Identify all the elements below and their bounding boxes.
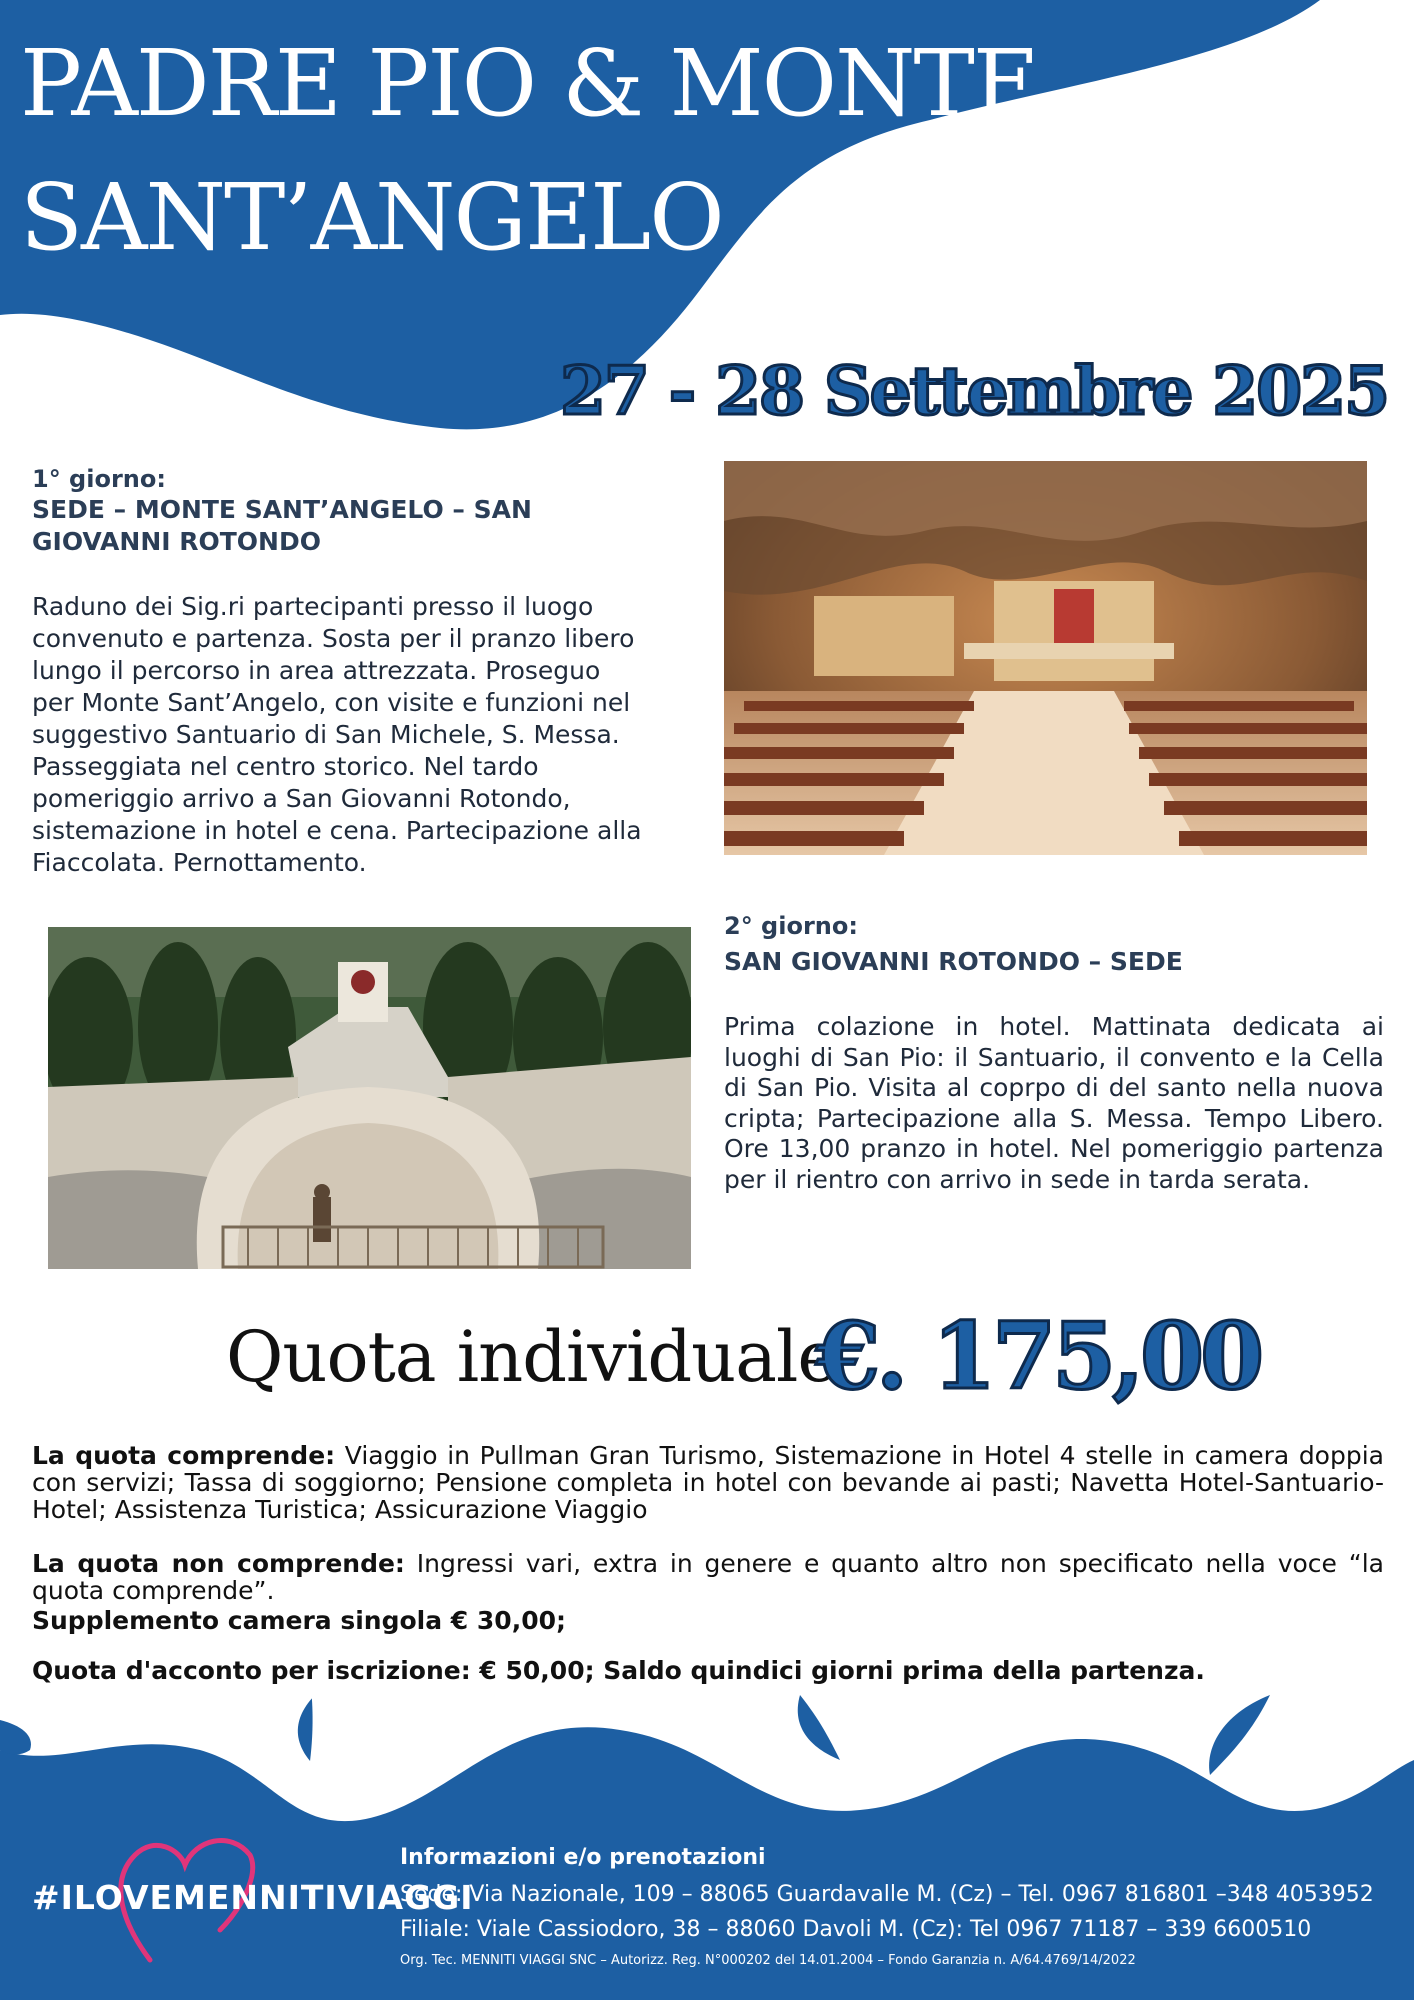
excludes-paragraph: [32, 1550, 1384, 1604]
sede-contact: Sede: Via Nazionale, 109 – 88065 Guardavalle M. (Cz) – Tel. 0967 816801 –348 4053952: [400, 1882, 1374, 1907]
event-dates: 27 - 28 Settembre 2025: [559, 352, 1388, 430]
day2-description: Prima colazione in hotel. Mattinata dedicata ai luoghi di San Pio: il Santuario, il convento e la Cella di San Pio. Visita al coprpo di del santo nella nuova cripta; Partecipazione alla S. Messa. Tempo Libero. Ore 13,00 pranzo in hotel. Nel pomeriggio partenza per il rientro con arrivo in sede in tarda serata.: [724, 1012, 1384, 1194]
price-label: Quota individuale: [226, 1316, 838, 1398]
title-line-1: PADRE PIO & MONTE: [20, 30, 1039, 137]
includes-text: Viaggio in Pullman Gran Turismo, Sistemazione in Hotel 4 stelle in camera doppia con servizi; Tassa di soggiorno; Pensione completa in hotel con bevande ai pasti; Navetta Hotel-Santuario-Hotel; Assistenza Turistica; Assicurazione Viaggio: [32, 1441, 1384, 1524]
day1-line: Passeggiata nel centro storico. Nel tardo: [32, 752, 539, 781]
day1-line: Raduno dei Sig.ri partecipanti presso il luogo: [32, 592, 594, 621]
price-amount: €. 175,00: [816, 1302, 1261, 1410]
day1-line: lungo il percorso in area attrezzata. Proseguo: [32, 656, 601, 685]
excludes-label: La quota non comprende:: [32, 1549, 405, 1578]
info-title: Informazioni e/o prenotazioni: [400, 1845, 766, 1870]
legal-note: Org. Tec. MENNITI VIAGGI SNC – Autorizz. Reg. N°000202 del 14.01.2004 – Fondo Garanzia n. A/64.4769/14/2022: [400, 1953, 1136, 1968]
day1-line: sistemazione in hotel e cena. Partecipazione alla: [32, 816, 642, 845]
day1-line: convenuto e partenza. Sosta per il pranzo libero: [32, 624, 635, 653]
day1-route-line-1: SEDE – MONTE SANT’ANGELO – SAN: [32, 495, 532, 524]
day1-line: per Monte Sant’Angelo, con visite e funzioni nel: [32, 688, 631, 717]
day1-label: 1° giorno:: [32, 465, 166, 493]
day1-line: Fiaccolata. Pernottamento.: [32, 848, 367, 877]
day1-route-line-2: GIOVANNI ROTONDO: [32, 527, 321, 556]
day1-line: pomeriggio arrivo a San Giovanni Rotondo,: [32, 784, 571, 813]
day2-route: SAN GIOVANNI ROTONDO – SEDE: [724, 947, 1183, 976]
via-crucis-photo: [48, 927, 691, 1269]
day1-description: [32, 591, 702, 879]
includes-paragraph: [32, 1442, 1384, 1523]
single-supplement: Supplemento camera singola € 30,00;: [32, 1606, 566, 1635]
title-line-2: SANT’ANGELO: [20, 164, 723, 271]
filiale-contact: Filiale: Viale Cassiodoro, 38 – 88060 Davoli M. (Cz): Tel 0967 71187 – 339 6600510: [400, 1917, 1312, 1942]
excludes-text: Ingressi vari, extra in genere e quanto altro non specificato nella voce “la quota comprende”.: [32, 1549, 1384, 1605]
cave-sanctuary-photo: [724, 461, 1367, 855]
day1-line: suggestivo Santuario di San Michele, S. Messa.: [32, 720, 620, 749]
deposit-note: Quota d'acconto per iscrizione: € 50,00; Saldo quindici giorni prima della partenza.: [32, 1656, 1205, 1685]
hashtag: #ILOVEMENNITIVIAGGI: [32, 1878, 474, 1917]
day2-label: 2° giorno:: [724, 912, 858, 940]
includes-label: La quota comprende:: [32, 1441, 336, 1470]
